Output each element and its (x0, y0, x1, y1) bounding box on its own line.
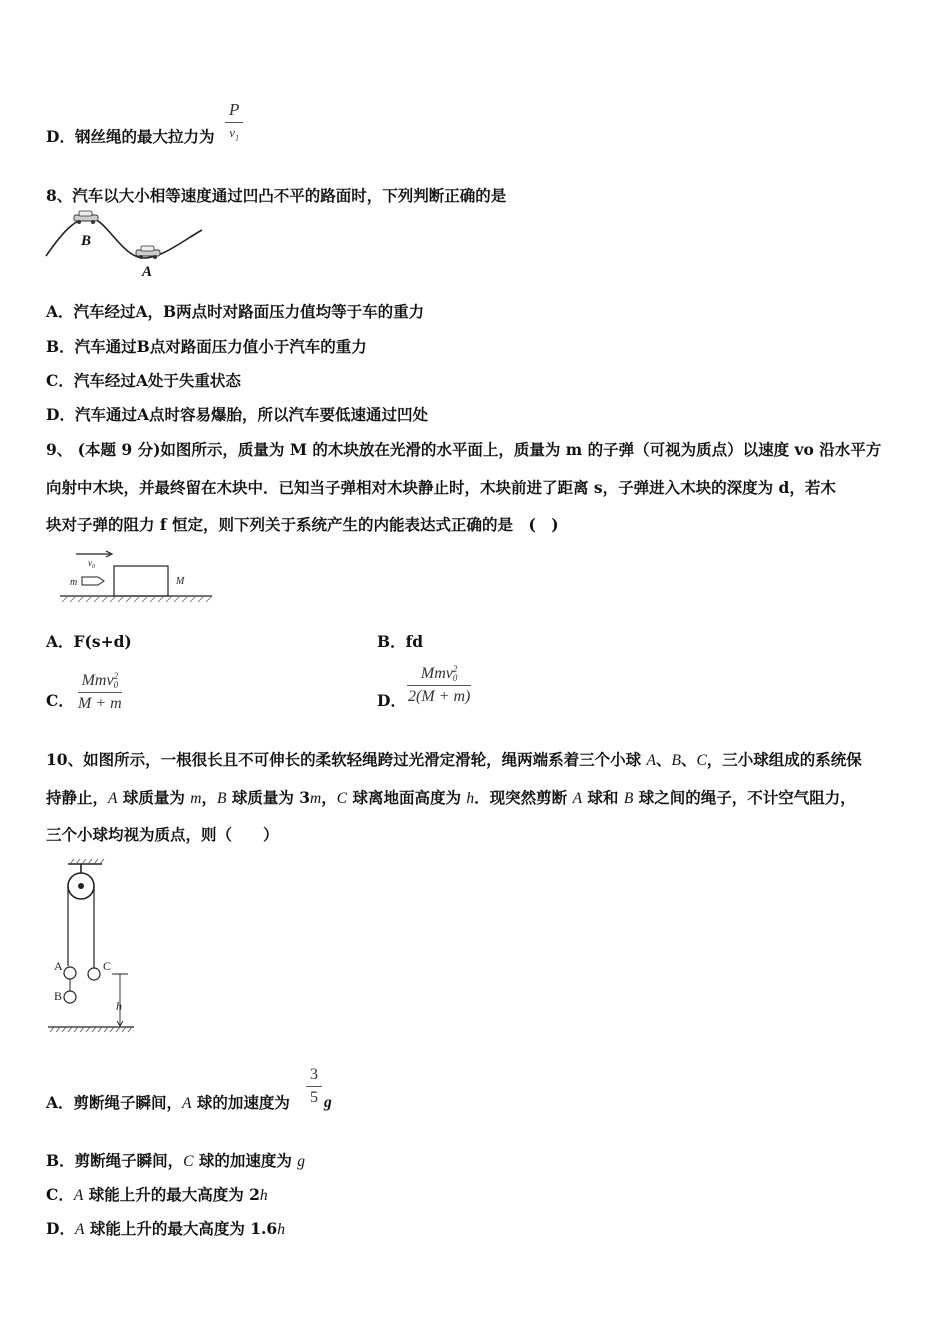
q8-c-text: 汽车经过A处于失重状态 (73, 371, 241, 390)
q7-frac-den-sub: 1 (235, 133, 240, 143)
q10-a-p0: 剪断绳子瞬间， (73, 1093, 183, 1112)
q9-c-num-sub: 0 (113, 680, 119, 691)
point-a-label: A (142, 264, 153, 280)
q10-option-b (46, 1150, 305, 1173)
q10-option-d (46, 1218, 285, 1241)
velocity-label: $v_0$ (88, 558, 95, 570)
q10-b-p0: 剪断绳子瞬间， (74, 1151, 184, 1170)
q8-b-text: 汽车通过B点对路面压力值小于汽车的重力 (74, 337, 367, 356)
q10-stem-line-1 (46, 749, 862, 772)
q10-l2-p15: B (623, 790, 634, 807)
q10-option-a (46, 1092, 290, 1115)
q7-frac-den (225, 123, 243, 143)
q10-l2-p5: B (217, 790, 227, 807)
q9-stem-line-3: 块对子弹的阻力 f 恒定，则下列关于系统产生的内能表达式正确的是 ( ) (46, 515, 559, 534)
q8-option-a (46, 301, 424, 323)
q10-a-label: A． (46, 1093, 74, 1112)
q10-d-label: D． (46, 1219, 75, 1238)
q10-l1-b: B (671, 752, 681, 769)
q9-option-c-label: C． (46, 691, 74, 710)
q8-road-figure (44, 210, 206, 280)
q10-d-p2: h (277, 1221, 285, 1238)
q8-option-c (46, 370, 241, 392)
q10-l1-p2: 、 (655, 750, 672, 769)
q10-l2-p6: 球质量为 3 (226, 788, 311, 807)
q9-option-b (377, 631, 423, 653)
q10-l2-p9: C (336, 790, 348, 807)
q10-l2-p16: 球之间的绳子，不计空气阻力， (633, 788, 856, 807)
q10-l2-p7: m (310, 790, 322, 807)
q10-a-p2: 球的加速度为 (191, 1093, 290, 1112)
q7-frac-num: P (225, 100, 243, 123)
q10-pulley-figure (46, 858, 138, 1038)
road-curve (46, 218, 202, 258)
q8-option-d (46, 404, 428, 426)
q10-d-p0: A (74, 1221, 85, 1238)
q9-option-c-fraction (74, 672, 126, 713)
q9-c-num (78, 672, 122, 693)
q10-c-p1: 球能上升的最大高度为 2 (83, 1185, 260, 1204)
q7-option-d (46, 126, 214, 148)
ball-a-label: A (54, 959, 63, 973)
q10-l1-p0: 10、如图所示，一根很长且不可伸长的柔软轻绳跨过光滑定滑轮，绳两端系着三个小球 (46, 750, 647, 769)
q10-b-p3: g (297, 1153, 306, 1170)
q10-stem-line-3: 三个小球均视为质点，则（ ） (46, 825, 279, 844)
q8-a-text: 汽车经过A，B两点时对路面压力值均等于车的重力 (73, 302, 425, 321)
bullet-icon (82, 577, 104, 585)
block-label: M (176, 576, 185, 587)
q7-option-d-label: D． (46, 127, 75, 146)
q10-c-p2: h (259, 1187, 268, 1204)
q10-l1-a: A (646, 752, 656, 769)
q9-stem-line-1: 9、 (本题 9 分)如图所示，质量为 M 的木块放在光滑的水平面上，质量为 m 的子弹（可视为质点）以速度 vo 沿水平方 (46, 440, 882, 459)
q10-b-label: B． (46, 1151, 75, 1170)
q10-l2-p3: m (190, 790, 202, 807)
q8-b-label: B． (46, 337, 75, 356)
q10-l2-p1: A (108, 790, 118, 807)
q10-l1-c: C (696, 752, 707, 769)
q9-option-a (46, 631, 132, 653)
ball-a (64, 967, 76, 979)
q9-stem-line-2: 向射中木块，并最终留在木块中．已知当子弹相对木块静止时，木块前进了距离 s，子弹进入木块的深度为 d，若木 (46, 478, 836, 497)
q10-option-a-g: g (324, 1094, 332, 1111)
q10-l2-p14: 球和 (582, 788, 624, 807)
q10-l2-p11: h (466, 790, 475, 807)
q9-c-num-text: Mmv (81, 672, 114, 689)
ball-c-label: C (103, 959, 112, 973)
q10-c-label: C． (46, 1185, 74, 1204)
q10-stem-line-2 (46, 787, 856, 810)
q10-a-frac-num: 3 (306, 1066, 322, 1087)
q7-option-d-text: 钢丝绳的最大拉力为 (74, 127, 215, 146)
q9-d-num-text: Mmv (420, 665, 453, 682)
q7-frac-den-v: v (229, 125, 236, 140)
q9-b-label: B． (377, 632, 406, 651)
q10-l2-p2: 球质量为 (117, 788, 191, 807)
q10-option-c (46, 1184, 268, 1207)
q9-d-num (407, 665, 471, 686)
q10-b-p1: C (183, 1153, 194, 1170)
height-label: h (116, 999, 122, 1013)
q7-option-d-fraction (225, 100, 243, 143)
q10-l2-p10: 球离地面高度为 (347, 788, 467, 807)
q10-b-p2: 球的加速度为 (193, 1151, 298, 1170)
q10-l1-p4: 、 (680, 750, 697, 769)
ball-b (64, 991, 76, 1003)
q8-stem: 8、汽车以大小相等速度通过凹凸不平的路面时，下列判断正确的是 (46, 186, 507, 205)
q10-c-p0: A (73, 1187, 84, 1204)
q8-d-label: D． (46, 405, 75, 424)
q9-option-d-label: D． (377, 691, 406, 710)
q9-a-text: F(s+d) (73, 632, 132, 651)
q8-a-label: A． (46, 302, 74, 321)
q8-c-label: C． (46, 371, 74, 390)
q9-b-text: fd (405, 632, 424, 651)
ground-hatch (62, 596, 212, 602)
q10-l2-p4: ， (201, 788, 217, 807)
q9-d-den: 2(M + m) (408, 688, 471, 706)
q9-c-den: M + m (78, 695, 122, 713)
q10-d-p1: 球能上升的最大高度为 1.6 (84, 1219, 278, 1238)
q8-option-b (46, 336, 367, 358)
q10-l2-p8: ， (321, 788, 337, 807)
wood-block (114, 566, 168, 596)
q9-c-num-sup: 2 (113, 671, 119, 682)
q10-l2-p12: ．现突然剪断 (474, 788, 573, 807)
q8-d-text: 汽车通过A点时容易爆胎，所以汽车要低速通过凹处 (74, 405, 428, 424)
q10-a-frac-den: 5 (310, 1089, 318, 1106)
point-b-label: B (81, 233, 92, 249)
q10-l1-p6: ，三小球组成的系统保 (706, 750, 862, 769)
ball-b-label: B (54, 989, 63, 1003)
ball-c (88, 968, 100, 980)
q9-block-figure (58, 548, 214, 606)
q9-d-num-sup: 2 (452, 664, 458, 675)
car-top-icon (74, 211, 98, 224)
q10-a-p1: A (182, 1095, 192, 1112)
q9-option-d-fraction (404, 665, 474, 706)
bullet-label: m (70, 577, 78, 588)
q10-option-a-fraction (306, 1066, 322, 1107)
q9-d-num-sub: 0 (452, 673, 458, 684)
q9-a-label: A． (46, 632, 74, 651)
q10-l2-p0: 持静止， (46, 788, 109, 807)
q10-l2-p13: A (572, 790, 583, 807)
